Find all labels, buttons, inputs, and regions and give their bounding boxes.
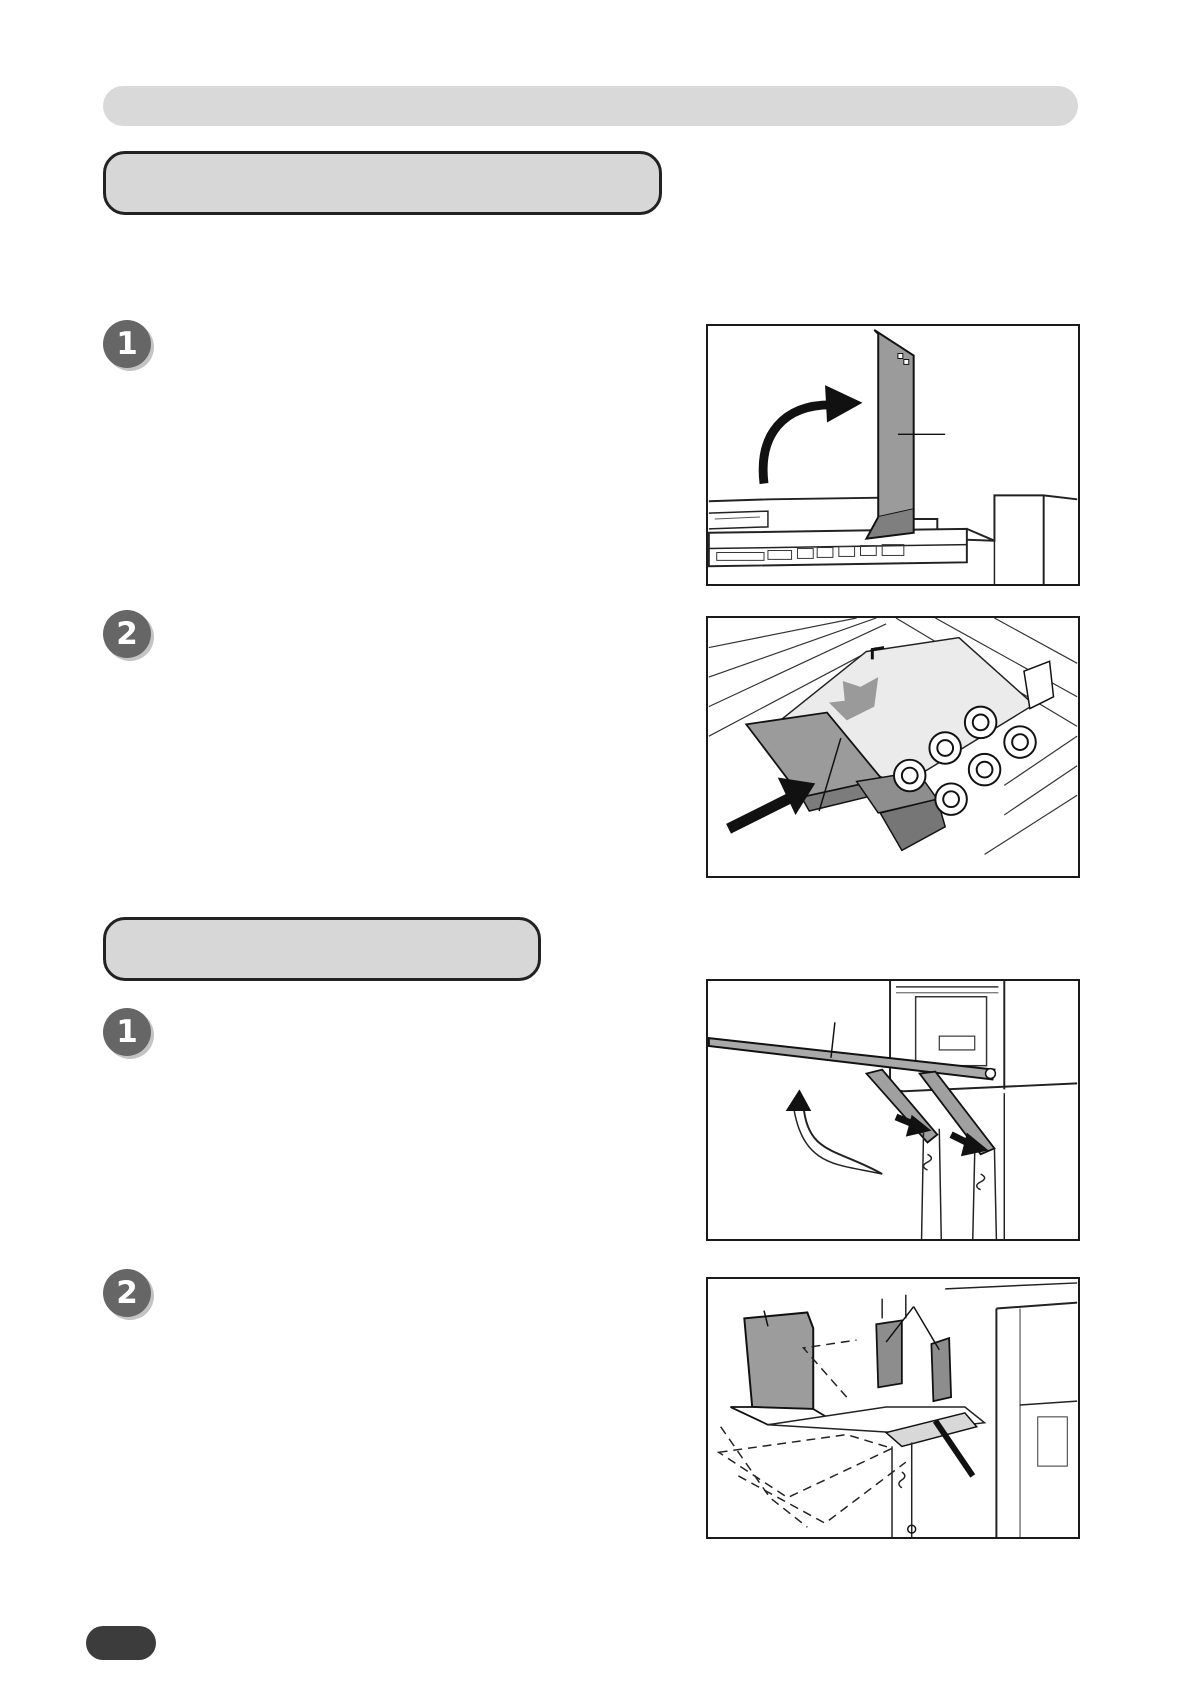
step-number-badge: 1 bbox=[103, 320, 151, 368]
section-heading-pill-2 bbox=[103, 917, 541, 981]
stacker-plate-raise-figure bbox=[706, 324, 1080, 586]
header-band bbox=[103, 86, 1078, 126]
arm-fold-illustration bbox=[708, 981, 1078, 1239]
tray-fold-illustration bbox=[708, 1279, 1078, 1537]
tray-fold-figure bbox=[706, 1277, 1080, 1539]
page-number-tab bbox=[86, 1626, 156, 1660]
step-number-badge: 2 bbox=[103, 610, 151, 658]
stack-guide-insert-figure bbox=[706, 616, 1080, 878]
step-number-badge: 2 bbox=[103, 1269, 151, 1317]
arm-fold-figure bbox=[706, 979, 1080, 1241]
stacker-plate-raise-illustration bbox=[708, 326, 1078, 584]
section-heading-pill-1 bbox=[103, 151, 662, 215]
step-number-badge: 1 bbox=[103, 1008, 151, 1056]
stack-guide-insert-illustration bbox=[708, 618, 1078, 876]
